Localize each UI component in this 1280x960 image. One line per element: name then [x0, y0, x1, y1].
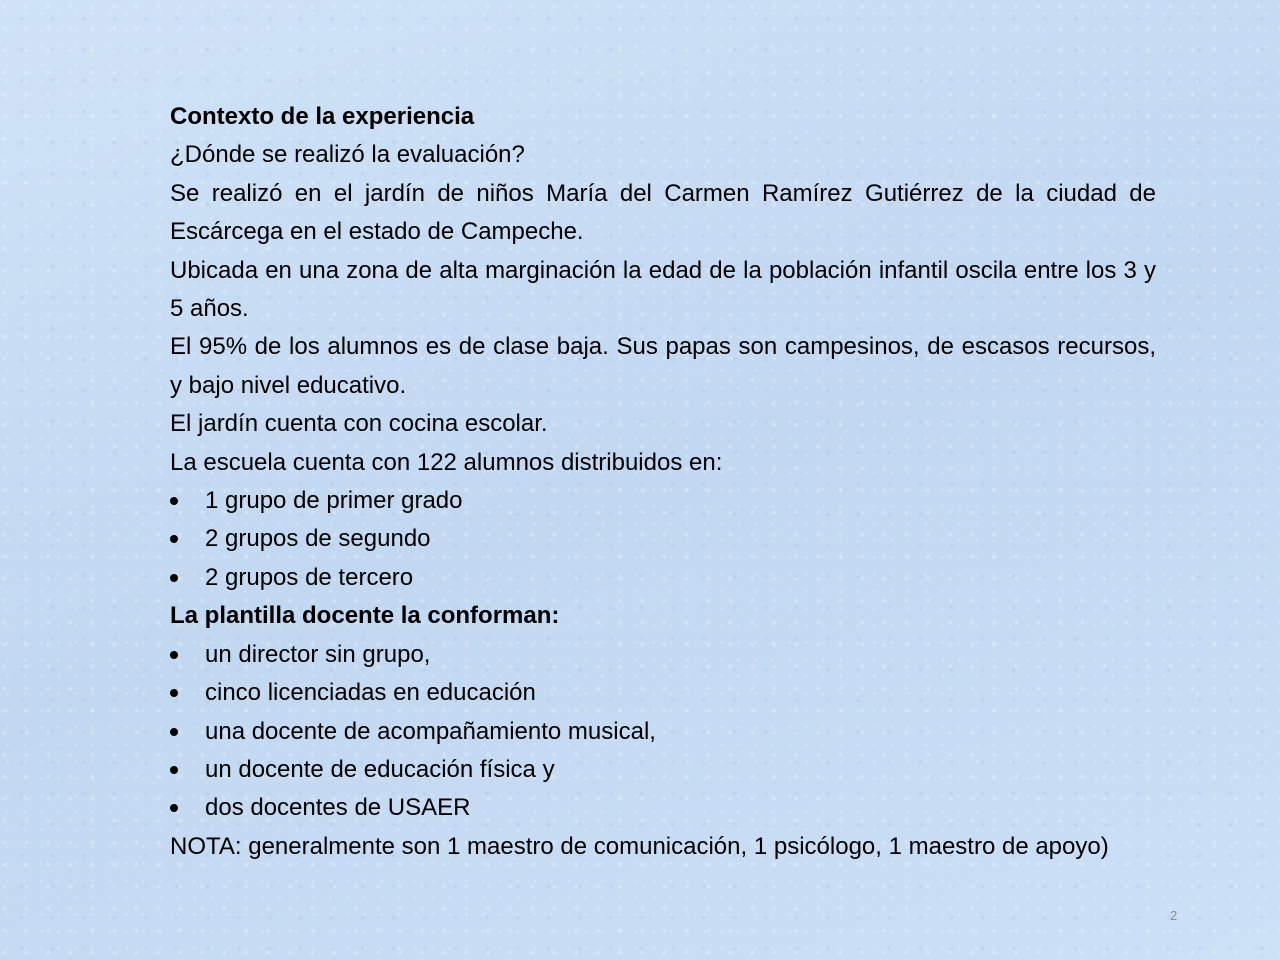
bullet-icon	[170, 651, 178, 659]
bullet-icon	[170, 766, 178, 774]
list-item	[170, 559, 1156, 597]
bullet-icon	[170, 535, 178, 543]
list-item	[170, 482, 1156, 520]
list-item-text: un docente de educación física y	[205, 755, 555, 783]
bullet-icon	[170, 497, 178, 505]
list-item-text: cinco licenciadas en educación	[205, 679, 536, 707]
list-item	[170, 636, 1156, 674]
page-number: 2	[1170, 908, 1178, 923]
list-item	[170, 520, 1156, 558]
paragraph-socioeconomic: El 95% de los alumnos es de clase baja. Sus papas son campesinos, de escasos recursos, y bajo nivel educativo.	[170, 333, 1156, 399]
list-item	[170, 789, 1156, 827]
list-item-text: dos docentes de USAER	[205, 794, 471, 822]
paragraph-students: La escuela cuenta con 122 alumnos distribuidos en:	[170, 448, 723, 476]
list-item-text: una docente de acompañamiento musical,	[205, 717, 656, 745]
list-item	[170, 674, 1156, 712]
paragraph-population: Ubicada en una zona de alta marginación la edad de la población infantil oscila entre los 3 y 5 años.	[170, 256, 1156, 323]
slide-body	[170, 98, 1156, 866]
slide-heading: Contexto de la experiencia	[170, 103, 475, 130]
list-item-text: 2 grupos de segundo	[205, 525, 431, 553]
list-item-text: un director sin grupo,	[205, 640, 431, 668]
bullet-icon	[170, 689, 178, 697]
slide-question: ¿Dónde se realizó la evaluación?	[170, 141, 525, 169]
bullet-icon	[170, 728, 178, 736]
list-item	[170, 751, 1156, 789]
groups-list	[170, 482, 1156, 597]
paragraph-location: Se realizó en el jardín de niños María del Carmen Ramírez Gutiérrez de la ciudad de Escárcega en el estado de Campeche.	[170, 179, 1156, 246]
paragraph-kitchen: El jardín cuenta con cocina escolar.	[170, 410, 548, 438]
staff-list	[170, 636, 1156, 828]
paragraph-note: NOTA: generalmente son 1 maestro de comunicación, 1 psicólogo, 1 maestro de apoyo)	[170, 832, 1109, 860]
staff-heading: La plantilla docente la conforman:	[170, 602, 560, 630]
list-item	[170, 713, 1156, 751]
list-item-text: 1 grupo de primer grado	[205, 487, 463, 515]
bullet-icon	[170, 574, 178, 582]
list-item-text: 2 grupos de tercero	[205, 563, 414, 591]
bullet-icon	[170, 804, 178, 812]
